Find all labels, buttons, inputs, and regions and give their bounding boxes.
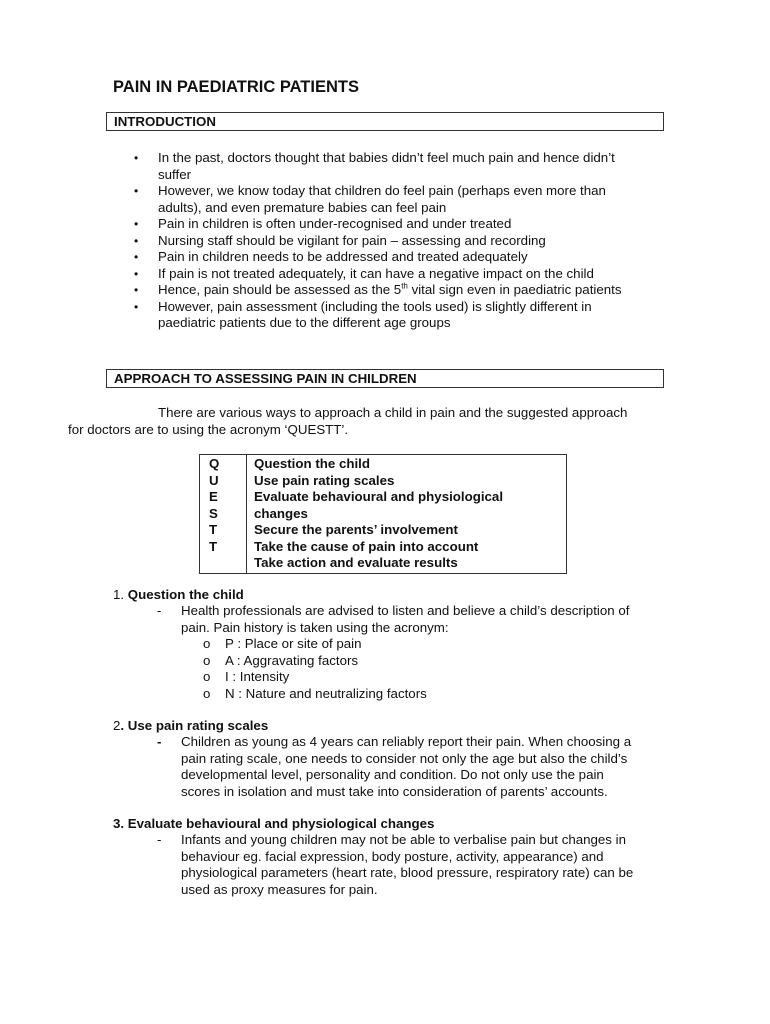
list-item: • However, we know today that children do feel pain (perhaps even more than adults), and even premature babies can feel pain [134, 183, 606, 215]
section-2-body: - Children as young as 4 years can reliably report their pain. When choosing a pain rating scale, one needs to consider not only the age but also the child’s developmental level, personality and condition. Do not only use the pain scores in isolation and must take into consideration of parents’ accounts. [157, 734, 632, 799]
section-heading-introduction: INTRODUCTION [106, 112, 664, 131]
list-item: • However, pain assessment (including the tools used) is slightly different in paediatric patients due to the different age groups [134, 298, 592, 330]
section-1-body: - Health professionals are advised to listen and believe a child’s description of pain. Pain history is taken using the acronym: [157, 603, 630, 635]
list-item: o I : Intensity [203, 669, 290, 684]
circle-bullet-icon: o [203, 636, 211, 651]
list-item: o A : Aggravating factors [203, 652, 359, 668]
pain-history-list [203, 636, 427, 702]
page-title: PAIN IN PAEDIATRIC PATIENTS [113, 78, 359, 96]
bullet-icon: • [134, 299, 139, 314]
introduction-bullet-list [133, 150, 653, 332]
bullet-icon: • [134, 217, 139, 231]
list-item: • Nursing staff should be vigilant for pain – assessing and recording [134, 232, 546, 248]
bullet-icon: • [134, 233, 139, 248]
bullet-icon: • [134, 250, 139, 264]
circle-bullet-icon: o [203, 652, 211, 668]
bullet-icon: • [134, 184, 139, 198]
circle-bullet-icon: o [203, 669, 211, 684]
bullet-icon: • [134, 151, 139, 165]
acronym-letters: Q U E S T T [200, 455, 247, 574]
bullet-icon: • [134, 266, 139, 281]
questt-acronym-table [199, 454, 567, 574]
list-item: • In the past, doctors thought that babies didn’t feel much pain and hence didn’t suffer [134, 150, 615, 182]
section-2-heading: 2. Use pain rating scales [113, 718, 269, 733]
list-item: o N : Nature and neutralizing factors [203, 685, 427, 701]
list-item: • If pain is not treated adequately, it can have a negative impact on the child [134, 265, 594, 281]
section-heading-approach: APPROACH TO ASSESSING PAIN IN CHILDREN [106, 369, 664, 388]
section-3-heading: 3. Evaluate behavioural and physiological changes [113, 816, 435, 831]
list-item: o P : Place or site of pain [203, 636, 362, 651]
list-item: • Pain in children is often under-recognised and under treated [134, 216, 512, 231]
list-item: • Hence, pain should be assessed as the 5th vital sign even in paediatric patients [134, 281, 622, 297]
list-item: • Pain in children needs to be addressed and treated adequately [134, 249, 528, 264]
acronym-phrases: Question the child Use pain rating scales Evaluate behavioural and physiological changes Secure the parents’ involvement Take the cause of pain into account Take action and evaluate results [254, 456, 504, 570]
section-1-heading: 1. Question the child [113, 587, 244, 602]
section-3-body: - Infants and young children may not be able to verbalise pain but changes in behaviour eg. facial expression, body posture, activity, appearance) and physiological parameters (heart rate, blood pressure, respiratory rate) can be used as proxy measures for pain. [157, 832, 634, 897]
circle-bullet-icon: o [203, 685, 211, 701]
bullet-icon: • [134, 283, 139, 297]
approach-paragraph: There are various ways to approach a child in pain and the suggested approach for doctors are to using the acronym ‘QUESTT’. [68, 405, 628, 437]
